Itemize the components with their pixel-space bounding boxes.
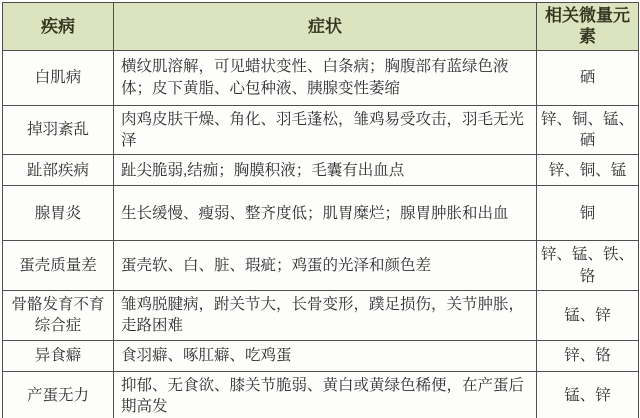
symptoms-cell: 蛋壳软、白、脏、瑕疵；鸡蛋的光泽和颜色差: [114, 241, 537, 291]
symptoms-cell: 肉鸡皮肤干燥、角化、羽毛蓬松，雏鸡易受攻击，羽毛无光泽: [114, 105, 537, 155]
table-row: [3, 340, 639, 371]
table-row: [3, 50, 639, 105]
disease-cell: 白肌病: [3, 50, 114, 105]
elements-cell: 锌、锰、铁、铬: [537, 241, 639, 291]
table-row: [3, 241, 639, 291]
elements-cell: 铜: [537, 186, 639, 241]
symptoms-cell: 雏鸡脱腱病，跗关节大，长骨变形，蹼足损伤，关节肿胀，走路困难: [114, 291, 537, 341]
elements-cell: 锌、铬: [537, 340, 639, 371]
disease-cell: 蛋壳质量差: [3, 241, 114, 291]
disease-cell: 腺胃炎: [3, 186, 114, 241]
elements-cell: 锰、锌: [537, 371, 639, 418]
elements-cell: 锌、铜、锰: [537, 155, 639, 186]
table-row: [3, 155, 639, 186]
elements-cell: 硒: [537, 50, 639, 105]
elements-cell: 锌、铜、锰、硒: [537, 105, 639, 155]
table-row: [3, 105, 639, 155]
disease-cell: 产蛋无力: [3, 371, 114, 418]
symptoms-cell: 生长缓慢、瘦弱、整齐度低；肌胃糜烂；腺胃肿胀和出血: [114, 186, 537, 241]
header-elements: 相关微量元素: [537, 3, 639, 51]
disease-cell: 骨骼发育不育综合症: [3, 291, 114, 341]
table-row: [3, 186, 639, 241]
table-row: [3, 371, 639, 418]
symptoms-cell: 抑郁、无食欲、膝关节脆弱、黄白或黄绿色稀便，在产蛋后期高发: [114, 371, 537, 418]
symptoms-cell: 横纹肌溶解，可见蜡状变性、白条病；胸腹部有蓝绿色液体；皮下黄脂、心包种液、胰腺变性萎缩: [114, 50, 537, 105]
symptoms-cell: 趾尖脆弱,结痂；胸膜积液；毛囊有出血点: [114, 155, 537, 186]
disease-elements-table: [2, 2, 639, 418]
table-row: [3, 291, 639, 341]
header-symptoms: 症状: [114, 3, 537, 51]
elements-cell: 锰、锌: [537, 291, 639, 341]
table-header-row: [3, 3, 639, 51]
disease-cell: 异食癖: [3, 340, 114, 371]
header-disease: 疾病: [3, 3, 114, 51]
disease-cell: 趾部疾病: [3, 155, 114, 186]
disease-cell: 掉羽紊乱: [3, 105, 114, 155]
symptoms-cell: 食羽癖、啄肛癖、吃鸡蛋: [114, 340, 537, 371]
